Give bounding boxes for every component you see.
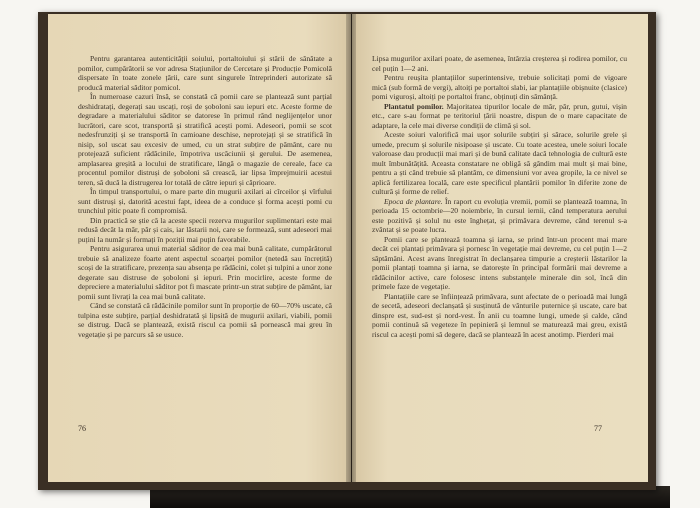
left-page-text [78, 54, 332, 339]
right-paragraph-5: Plantațiile care se înființează primăvara, sunt afectate de o perioadă mai lungă de secetă, adeseori declanșată și susținută de vânturile puternice și uscate, care bat dinspre est, sud-est și nord-vest. În anii cu toamne lungi, umede și calde, când pomii continuă să vegeteze în pepinieră și lemnul se maturează mai greu, există riscul ca acești pomi să degere, dacă se plantează în acest anotimp. Pierderi mai [372, 291, 627, 339]
right-paragraph-1: Lipsa mugurilor axilari poate, de asemenea, întârzia creșterea și rodirea pomilor, cu cel puțin 1—2 ani. [372, 54, 627, 73]
right-paragraph-4: Pomii care se plantează toamna și iarna, se prind într-un procent mai mare decât cei plantați primăvara și pornesc în vegetație mai devreme, cu cel puțin 1—2 săptămâni. Acest avans înregistrat în declanșarea timpurie a creșterii lăstarilor la pomii plantați toamna și iarna, se datorește în principal formării mai devreme a rădăcinilor active, care folosesc intens substanțele minerale din sol, încă din primele faze de vegetație. [372, 234, 627, 291]
left-page-number: 76 [78, 424, 86, 433]
section-heading: Plantatul pomilor. [384, 101, 444, 111]
left-paragraph-2: În numeroase cazuri însă, se constată că pomii care se plantează sunt parțial deshidratați, degerați sau uscați, roși de șoboloni sau iepuri etc. Aceste forme de degradare a materialului săditor se datorese în primul rând neglijențelor unor lucrători, care scot, transportă și stratifică acești pomi. Adeseori, pomii se scot nedesfrunziți și se transportă în camioane deschise, neprotejați și se stratifică în nisip, sol uscat sau excesiv de umed, cu un strat subțire de pământ, care nu protejează suficient rădăcinile, împotriva uscăciunii și gerului. De asemenea, amplasarea greșită a locului de stratificare, lângă o magazie de cereale, face ca procentul pomilor distruși de șoboloni să crească, iar lipsa împrejmuirii acestui teren, să ducă la distrugerea lor totală de către iepuri și căprioare. [78, 92, 332, 187]
right-page-text [372, 54, 627, 339]
book-gutter [346, 14, 356, 482]
left-page [48, 14, 351, 482]
left-paragraph-5: Pentru asigurarea unui material săditor de cea mai bună calitate, cumpărătorul trebuie să analizeze foarte atent aspectul scoarței pomilor (netedă sau încrețită) scoși de la stratificare, prezența sau absența pe rădăcini, colet și tulpini a unor zone degerate sau distruse de șoboloni și iepuri. Prin mocirlire, aceste forme de depreciere a materialului săditor pot fi mascate printr-un strat subțire de pământ, iar pomii sunt livrați la cea mai bună calitate. [78, 244, 332, 301]
right-paragraph-3: Aceste soiuri valorifică mai ușor solurile subțiri și sărace, solurile grele și umede, precum și solurile nisipoase și uscate. Cu toate acestea, unele soiuri locale valoroase dau producții mai mari și de bună calitate dacă tehnologia de cultură este mult îmbunătățită. Aceasta constatare ne obligă să gândim mai mult și mai bine, pentru a ști când trebuie să plantăm, ce dimensiuni vor avea gropile, la ce nivel se aplică fertilizarea locală, care este specificul plantării pomilor în diferite zone de cultură și forme de relief. [372, 130, 627, 196]
subsection-heading: Epoca de plantare. [384, 196, 443, 206]
right-paragraph-heading [372, 102, 627, 131]
right-page-number: 77 [594, 424, 602, 433]
section-heading-text: Majoritatea tipurilor locale de măr, păr, prun, gutui, vișin etc., care s-au format pe teritoriul țării noastre, dispun de o mare capacitate de adaptare, la cele mai diverse condiții de climă și sol. [372, 101, 627, 130]
left-paragraph-1: Pentru garantarea autenticității soiului, portaltoiului și stării de sănătate a pomilor, cumpărătorii se vor adresa Stațiunilor de Cercetare și Producție Pomicolă dispersate în toate zonele țării, care sunt singurele întreprinderi autorizate să producă material săditor pomicol. [78, 54, 332, 92]
left-paragraph-4: Din practică se știe că la aceste specii rezerva mugurilor suplimentari este mai redusă decât la măr, păr și cais, iar lăstarii noi, care se formează, sunt adeseori mai puțini la număr și formați în poziții mai puțin favorabile. [78, 215, 332, 244]
right-page [352, 14, 648, 482]
right-paragraph-2: Pentru reușita plantațiilor superintensive, trebuie solicitați pomi de vigoare mică (sub formă de vergi), altoiți pe portaltoi slabi, iar plantațiile obișnuite (clasice) pomi viguroși, altoiți pe portaltoi franc, obținuți din sămânță. [372, 73, 627, 101]
right-paragraph-subhead [372, 197, 627, 235]
subsection-heading-text: În raport cu evoluția vremii, pomii se plantează toamna, în perioada 15 octombrie—20 noiembrie, în cursul iernii, când temperatura aerului este pozitivă și solul nu este înghețat, și primăvara devreme, când terenul s-a zvântat și se poate lucra. [372, 196, 627, 234]
left-paragraph-6: Când se constată că rădăcinile pomilor sunt în proporție de 60—70% uscate, că tulpina este subțire, parțial deshidratată și lipsită de mugurii axilari, viabili, pomii se distrug. Dacă se plantează, există riscul ca pomii să pornească mai greu în vegetație și pe parcurs să se usuce. [78, 301, 332, 339]
left-paragraph-3: În timpul transportului, o mare parte din mugurii axilari ai cîrceilor și vîrfului sunt distruși și, datorită acestui fapt, ideea de a conduce și forma acești pomi cu trunchiul pitic poate fi compromisă. [78, 187, 332, 215]
